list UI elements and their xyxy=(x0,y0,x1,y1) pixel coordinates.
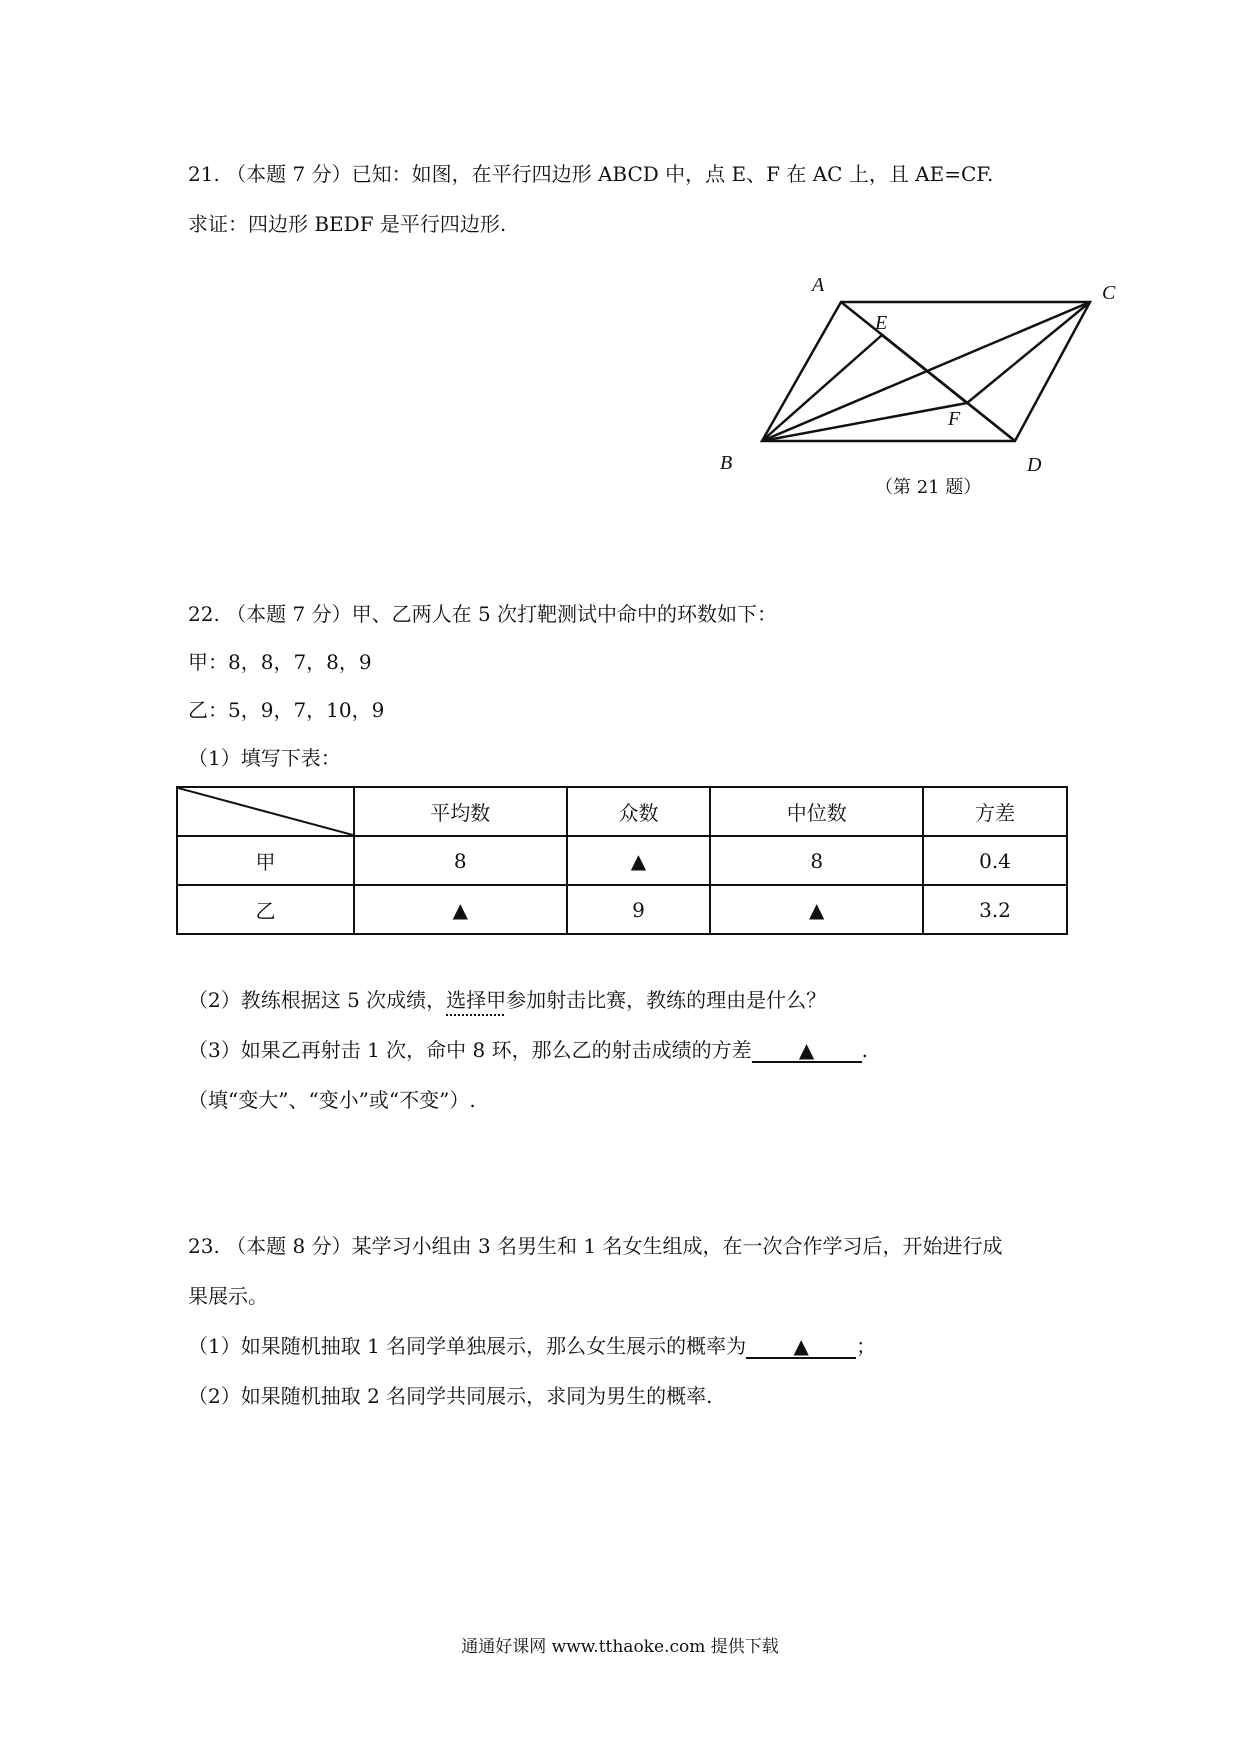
cell-yi-median: ▲ xyxy=(710,885,923,934)
q22-part2-a: （2）教练根据这 5 次成绩， xyxy=(188,988,447,1012)
q23-part1-end: ； xyxy=(856,1334,877,1358)
table-row xyxy=(177,885,1067,934)
q23-part2: （2）如果随机抽取 2 名同学共同展示，求同为男生的概率. xyxy=(188,1384,713,1408)
label-e: E xyxy=(875,312,888,334)
cell-jia-median: 8 xyxy=(710,836,923,885)
q23-part1-answer-blank: ▲ xyxy=(746,1335,856,1359)
q23-part1-text: （1）如果随机抽取 1 名同学单独展示，那么女生展示的概率为 xyxy=(188,1334,747,1358)
q23-part1 xyxy=(188,1332,876,1360)
row-name-yi: 乙 xyxy=(177,885,354,934)
header-mode: 众数 xyxy=(567,787,711,836)
q22-part2-b: 参加射击比赛，教练的理由是什么？ xyxy=(506,988,827,1012)
header-variance: 方差 xyxy=(923,787,1067,836)
q22-part3-answer-blank: ▲ xyxy=(752,1039,862,1063)
q22-part3-note: （填“变大”、“变小”或“不变”）. xyxy=(188,1088,476,1112)
score-table xyxy=(176,786,1068,935)
table-row xyxy=(177,836,1067,885)
segment-fc xyxy=(967,302,1090,403)
label-f: F xyxy=(948,408,961,430)
q21-line1: 21. （本题 7 分）已知：如图，在平行四边形 ABCD 中，点 E、F 在 AC 上，且 AE=CF. xyxy=(188,162,994,186)
q22-part3-end: . xyxy=(861,1038,868,1062)
q21-figure-caption: （第 21 题） xyxy=(875,477,982,498)
cell-yi-variance: 3.2 xyxy=(923,885,1067,934)
header-mean: 平均数 xyxy=(354,787,567,836)
table-header-row xyxy=(177,787,1067,836)
header-median: 中位数 xyxy=(710,787,923,836)
q22-part3 xyxy=(188,1036,868,1064)
q23-line2: 果展示。 xyxy=(188,1284,268,1308)
q22-part3-text: （3）如果乙再射击 1 次，命中 8 环，那么乙的射击成绩的方差 xyxy=(188,1038,752,1062)
cell-jia-mean: 8 xyxy=(354,836,567,885)
q22-part2 xyxy=(188,986,826,1014)
cell-yi-mean: ▲ xyxy=(354,885,567,934)
cell-jia-mode: ▲ xyxy=(567,836,711,885)
segment-be xyxy=(762,335,882,441)
table-diagonal-cell xyxy=(177,787,354,836)
q22-part1: （1）填写下表： xyxy=(188,746,341,770)
cell-yi-mode: 9 xyxy=(567,885,711,934)
label-b: B xyxy=(720,452,733,474)
q22-line1: 22. （本题 7 分）甲、乙两人在 5 次打靶测试中命中的环数如下： xyxy=(188,602,778,626)
q21-line2: 求证：四边形 BEDF 是平行四边形. xyxy=(188,212,507,236)
q23-line1: 23. （本题 8 分）某学习小组由 3 名男生和 1 名女生组成，在一次合作学习后，开始进行成 xyxy=(188,1234,1003,1258)
segment-ef xyxy=(882,335,967,403)
q22-yi-scores: 乙：5，9，7，10，9 xyxy=(188,698,385,722)
diagonal-line xyxy=(178,788,353,835)
label-c: C xyxy=(1102,282,1116,304)
label-d: D xyxy=(1027,454,1042,476)
q22-jia-scores: 甲：8，8，7，8，9 xyxy=(188,650,372,674)
row-name-jia: 甲 xyxy=(177,836,354,885)
q22-part2-emph: 选择甲 xyxy=(446,988,507,1012)
cell-jia-variance: 0.4 xyxy=(923,836,1067,885)
page-footer: 通通好课网 www.tthaoke.com 提供下载 xyxy=(461,1637,779,1657)
label-a: A xyxy=(812,274,825,296)
segment-bf xyxy=(762,403,967,441)
